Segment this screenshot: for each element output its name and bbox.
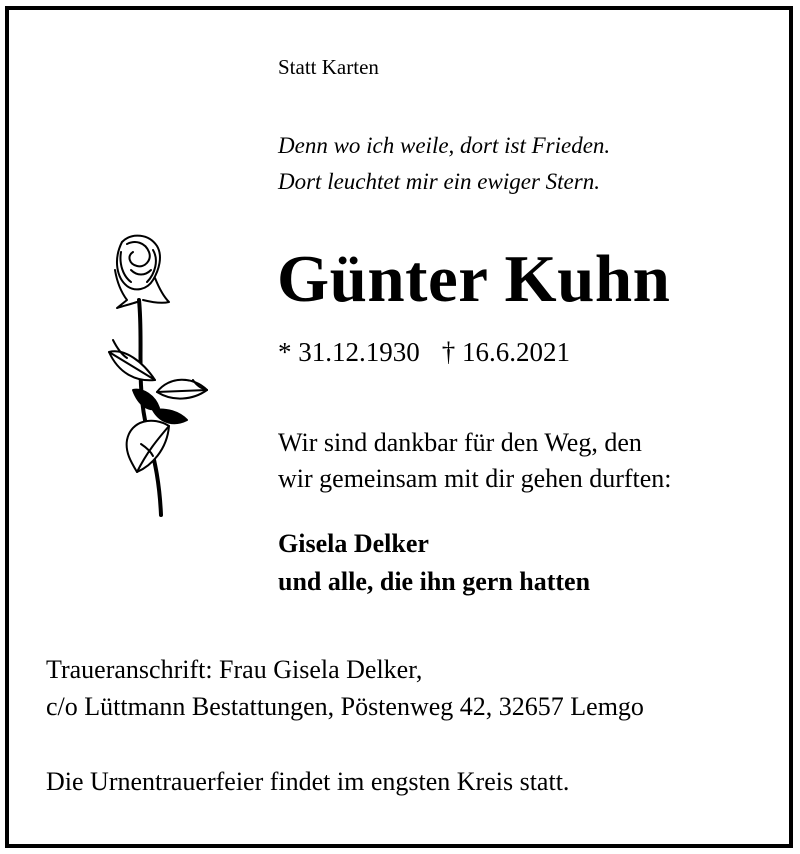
- life-dates: [278, 339, 570, 366]
- mourner-name: Gisela Delker: [278, 529, 429, 558]
- birth-date: * 31.12.1930: [278, 337, 420, 367]
- quote-line-2: Dort leuchtet mir ein ewiger Stern.: [278, 169, 600, 194]
- deceased-name: Günter Kuhn: [277, 242, 671, 316]
- quote-line-1: Denn wo ich weile, dort ist Frieden.: [278, 133, 611, 158]
- rose-icon: [97, 230, 217, 520]
- mourning-address-line-2: c/o Lüttmann Bestattungen, Pöstenweg 42, 32657 Lemgo: [46, 692, 644, 721]
- mourner-others: und alle, die ihn gern hatten: [278, 567, 591, 596]
- mourning-address-line-1: Traueranschrift: Frau Gisela Delker,: [46, 655, 423, 684]
- thanks-line-1: Wir sind dankbar für den Weg, den: [278, 428, 642, 457]
- death-date: † 16.6.2021: [441, 337, 570, 367]
- obituary-notice: [5, 6, 793, 848]
- header-label: Statt Karten: [278, 55, 379, 79]
- service-note: Die Urnentrauerfeier findet im engsten Kreis statt.: [46, 767, 570, 796]
- thanks-line-2: wir gemeinsam mit dir gehen durften:: [278, 464, 672, 493]
